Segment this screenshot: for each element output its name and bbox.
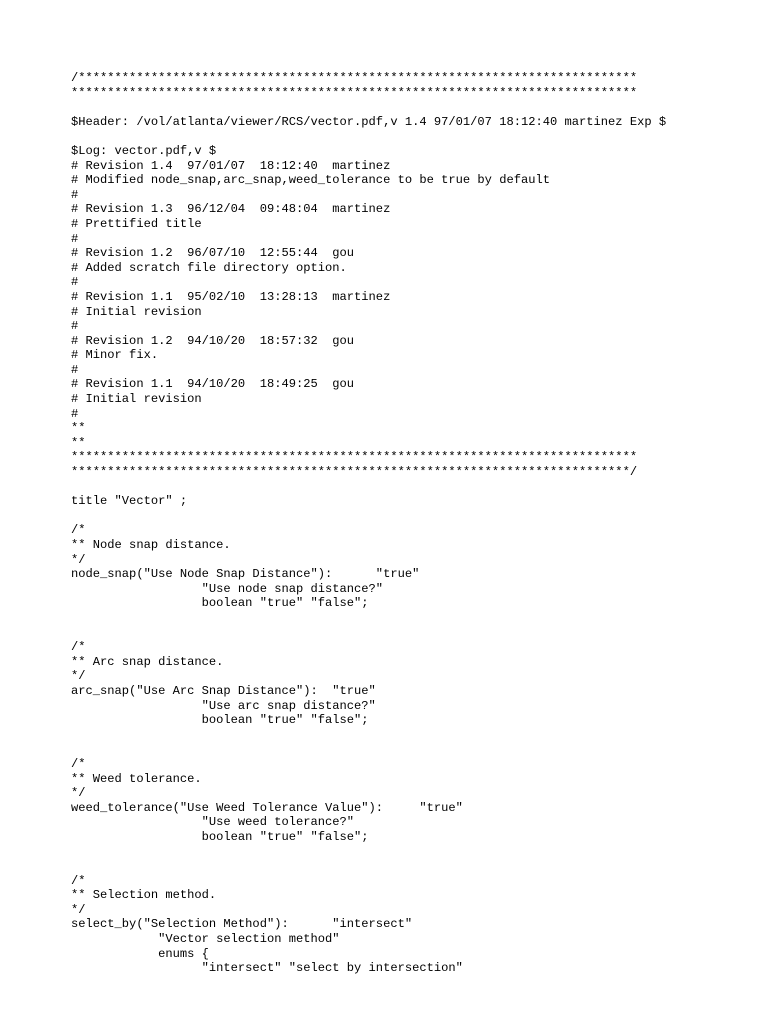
code-line: enums { [71, 946, 209, 961]
code-line: # Revision 1.2 96/07/10 12:55:44 gou [71, 246, 355, 261]
code-line: ** Weed tolerance. [71, 771, 202, 786]
code-line: # Prettified title [71, 216, 202, 231]
code-line: # Revision 1.1 94/10/20 18:49:25 gou [71, 377, 355, 392]
code-line: /* [71, 523, 86, 538]
title-line: title "Vector" ; [71, 494, 188, 509]
code-line: ****************************************************************************** [71, 85, 638, 100]
code-line: */ [71, 552, 86, 567]
code-line: "Vector selection method" [71, 932, 340, 947]
node-snap-line: node_snap("Use Node Snap Distance"): "true" [71, 567, 420, 582]
code-line: # [71, 319, 79, 334]
code-line [71, 626, 666, 641]
code-line [71, 728, 666, 743]
code-line: # Added scratch file directory option. [71, 260, 347, 275]
code-line: # Initial revision [71, 392, 202, 407]
code-line: # [71, 187, 79, 202]
weed-tolerance-line: weed_tolerance("Use Weed Tolerance Value"): "true" [71, 800, 463, 815]
code-line [71, 611, 666, 626]
code-line: ** [71, 435, 86, 450]
code-line [71, 509, 666, 524]
code-line [71, 859, 666, 874]
code-line [71, 100, 666, 115]
code-line: # Modified node_snap,arc_snap,weed_tolerance to be true by default [71, 173, 550, 188]
code-line: # [71, 362, 79, 377]
code-line [71, 742, 666, 757]
arc-snap-line: arc_snap("Use Arc Snap Distance"): "true" [71, 683, 376, 698]
code-line [71, 844, 666, 859]
code-line: /***************************************************************************** [71, 71, 638, 85]
code-line: */ [71, 669, 86, 684]
code-line: # Revision 1.2 94/10/20 18:57:32 gou [71, 333, 355, 348]
code-line: /* [71, 873, 86, 888]
select-by-line: select_by("Selection Method"): "intersect" [71, 917, 413, 932]
code-line: ** Arc snap distance. [71, 654, 224, 669]
code-line: */ [71, 786, 86, 801]
code-line [71, 129, 666, 144]
code-line: "Use node snap distance?" [71, 581, 384, 596]
code-line: ** Selection method. [71, 888, 217, 903]
code-line: # Revision 1.3 96/12/04 09:48:04 martinez [71, 202, 391, 217]
header-line: $Header: /vol/atlanta/viewer/RCS/vector.pdf,v 1.4 97/01/07 18:12:40 martinez Exp $ [71, 114, 667, 129]
code-line: # Revision 1.4 97/01/07 18:12:40 martinez [71, 158, 391, 173]
code-line [71, 480, 666, 495]
code-line: ** Node snap distance. [71, 538, 231, 552]
code-line: ****************************************************************************** [71, 450, 638, 465]
code-line: boolean "true" "false"; [71, 829, 369, 844]
code-line: ** [71, 421, 86, 436]
code-line: "Use arc snap distance?" [71, 698, 376, 713]
code-line: */ [71, 902, 86, 917]
code-line: # [71, 275, 79, 290]
code-line: # Minor fix. [71, 348, 159, 363]
code-line: /* [71, 640, 86, 655]
code-line: # [71, 406, 79, 421]
source-code-block [71, 71, 666, 976]
code-line: /* [71, 756, 86, 771]
code-line: # Initial revision [71, 304, 202, 319]
code-line: "Use weed tolerance?" [71, 815, 355, 830]
code-line: *****************************************************************************/ [71, 465, 638, 480]
code-line: # Revision 1.1 95/02/10 13:28:13 martinez [71, 289, 391, 304]
code-line: boolean "true" "false"; [71, 596, 369, 611]
log-line: $Log: vector.pdf,v $ [71, 143, 217, 158]
code-line: boolean "true" "false"; [71, 713, 369, 728]
code-line: "intersect" "select by intersection" [71, 961, 463, 976]
code-line: # [71, 231, 79, 246]
